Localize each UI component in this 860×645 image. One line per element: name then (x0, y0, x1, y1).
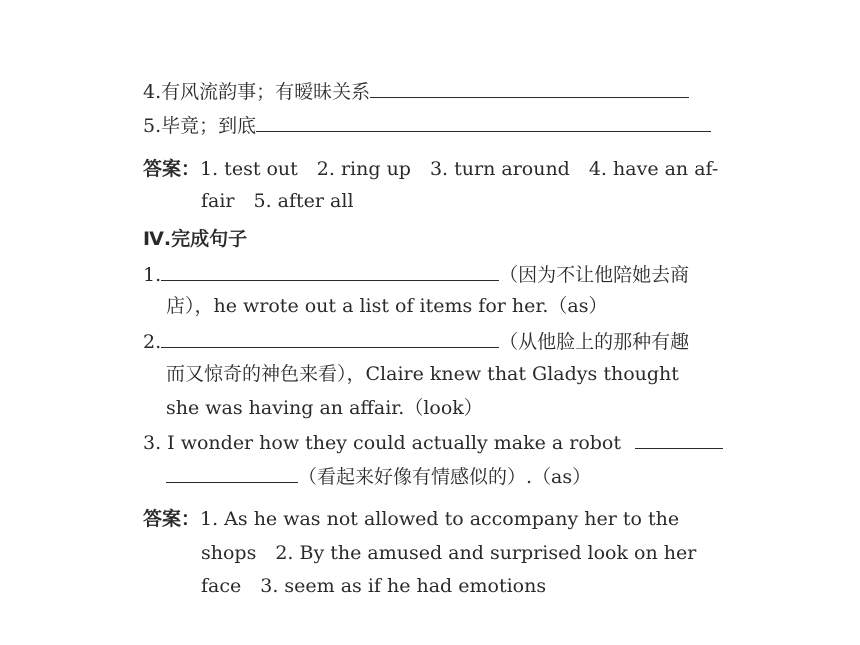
answer-block-1-cont (201, 189, 354, 213)
answer-blank (635, 429, 723, 449)
answer-label: 答案： (143, 508, 201, 530)
vocab-item-5 (143, 112, 711, 138)
section-title (143, 227, 247, 251)
answer-block-2-cont (201, 541, 696, 565)
question-2 (143, 328, 689, 354)
answer-label: 答案： (143, 158, 201, 180)
vocab-item-4-label: 4.有风流韵事；有暧昧关系 (143, 81, 371, 103)
answer-block-2 (143, 507, 679, 531)
question-text: 店），he wrote out a list of items for her.（as） (166, 295, 608, 317)
question-2-cont (166, 396, 483, 420)
question-hint: （从他脸上的那种有趣 (499, 331, 690, 353)
question-number: 1. (143, 264, 162, 286)
question-3-cont (166, 463, 591, 489)
question-1-cont (166, 294, 607, 318)
question-hint: （因为不让他陪她去商 (499, 264, 690, 286)
answer-blank (256, 112, 711, 132)
answer-block-2-cont (201, 574, 546, 598)
question-text: 3. I wonder how they could actually make a robot (143, 432, 622, 454)
answer-block-1 (143, 157, 718, 181)
answer-text-line: fair 5. after all (201, 190, 354, 212)
question-1 (143, 261, 689, 287)
question-text: 而又惊奇的神色来看），Claire knew that Gladys thought (166, 363, 679, 385)
vocab-item-4 (143, 78, 689, 104)
answer-blank (161, 328, 499, 348)
answer-text-line: 1. test out 2. ring up 3. turn around 4. have an af- (200, 158, 719, 180)
answer-blank (370, 78, 689, 98)
section-title-text: Ⅳ.完成句子 (143, 228, 248, 250)
question-number: 2. (143, 331, 162, 353)
question-hint: （看起来好像有情感似的）.（as） (298, 466, 592, 488)
answer-text-line: 1. As he was not allowed to accompany her to the (200, 508, 680, 530)
question-2-cont (166, 362, 679, 386)
answer-blank (166, 463, 298, 483)
answer-text-line: face 3. seem as if he had emotions (201, 575, 547, 597)
answer-blank (161, 261, 499, 281)
question-3 (143, 429, 723, 455)
answer-text-line: shops 2. By the amused and surprised look on her (201, 542, 697, 564)
vocab-item-5-label: 5.毕竟；到底 (143, 115, 257, 137)
question-text: she was having an affair.（look） (166, 397, 483, 419)
